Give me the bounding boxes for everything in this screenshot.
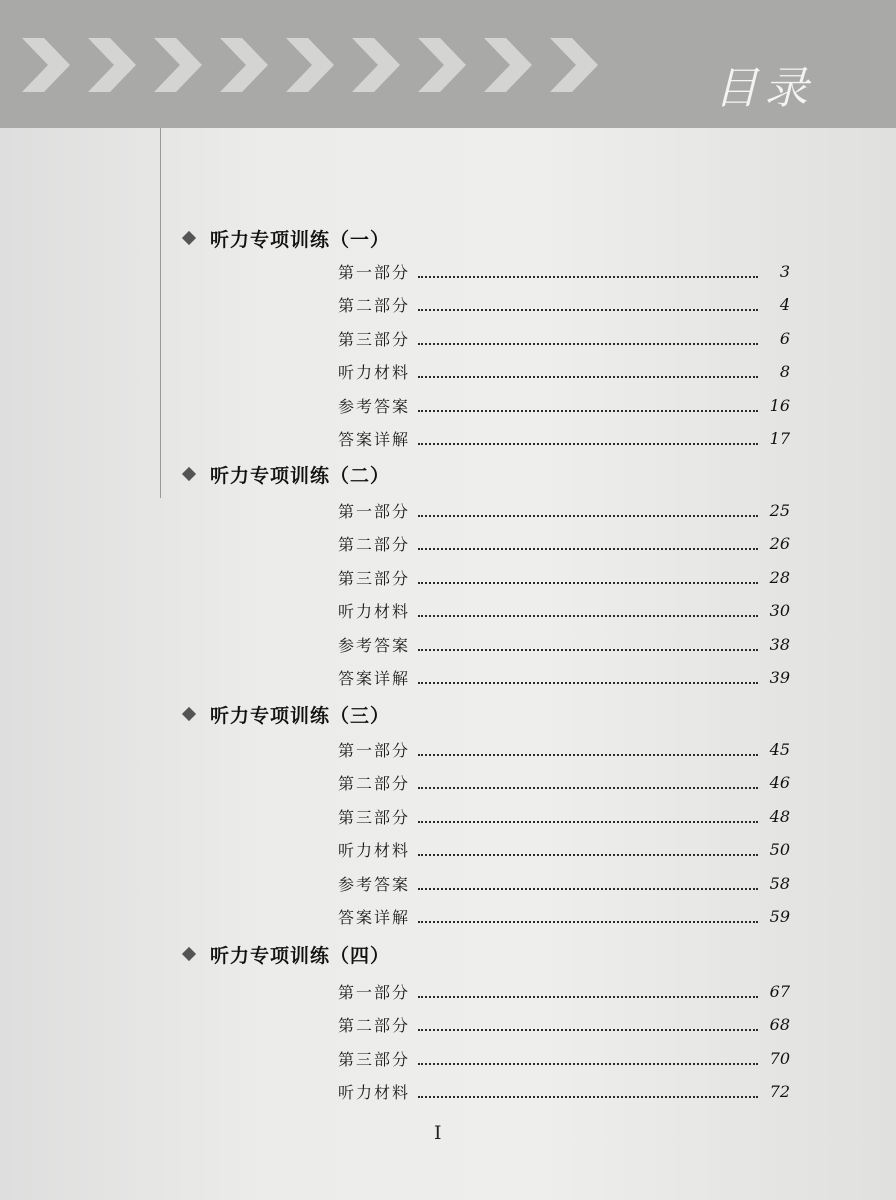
toc-entry-label: 答案详解 [338, 429, 411, 449]
dot-leader [418, 297, 758, 311]
diamond-icon [182, 707, 196, 721]
section-heading[interactable] [184, 700, 390, 728]
dot-leader [418, 364, 758, 378]
toc-entry[interactable] [338, 903, 790, 929]
toc-entry[interactable] [338, 1011, 790, 1037]
toc-entry-page: 26 [769, 533, 790, 553]
toc-entry-page: 58 [769, 873, 790, 893]
toc-entry-label: 第二部分 [338, 534, 411, 554]
toc-entry[interactable] [338, 736, 790, 762]
toc-entry-page: 30 [769, 600, 790, 620]
toc-entry-label: 听力材料 [338, 601, 411, 621]
toc-entry[interactable] [338, 1078, 790, 1104]
toc-entry-label: 第一部分 [338, 982, 411, 1002]
toc-entry-page: 45 [769, 739, 790, 759]
toc-entry-label: 第一部分 [338, 501, 411, 521]
dot-leader [418, 603, 758, 617]
toc-entry[interactable] [338, 597, 790, 623]
diamond-icon [182, 231, 196, 245]
toc-entry-page: 3 [779, 261, 790, 281]
page-title: 目录 [714, 63, 814, 114]
toc-entry[interactable] [338, 425, 790, 451]
toc-entry-page: 46 [769, 772, 790, 792]
toc-entry[interactable] [338, 1045, 790, 1071]
toc-entry-label: 第三部分 [338, 568, 411, 588]
toc-entry-page: 38 [769, 634, 790, 654]
dot-leader [418, 503, 758, 517]
dot-leader [418, 1017, 758, 1031]
toc-entry-label: 答案详解 [338, 907, 411, 927]
diamond-icon [182, 947, 196, 961]
dot-leader [418, 809, 758, 823]
toc-entry-page: 67 [769, 981, 790, 1001]
toc-entry-label: 听力材料 [338, 362, 411, 382]
toc-entry[interactable] [338, 631, 790, 657]
toc-entry[interactable] [338, 769, 790, 795]
section-heading[interactable] [184, 224, 390, 252]
toc-entry-label: 第三部分 [338, 1049, 411, 1069]
section-title: 听力专项训练（三） [210, 704, 391, 727]
toc-entry[interactable] [338, 392, 790, 418]
toc-entry[interactable] [338, 291, 790, 317]
dot-leader [418, 984, 758, 998]
toc-entry-label: 第一部分 [338, 262, 411, 282]
toc-entry[interactable] [338, 836, 790, 862]
toc-entry[interactable] [338, 564, 790, 590]
toc-entry[interactable] [338, 325, 790, 351]
dot-leader [418, 775, 758, 789]
toc-entry-label: 参考答案 [338, 396, 411, 416]
section-heading[interactable] [184, 460, 390, 488]
toc-entry-label: 听力材料 [338, 1082, 411, 1102]
dot-leader [418, 842, 758, 856]
dot-leader [418, 670, 758, 684]
dot-leader [418, 398, 758, 412]
dot-leader [418, 536, 758, 550]
toc-entry-page: 4 [779, 294, 790, 314]
toc-entry-page: 28 [769, 567, 790, 587]
toc-entry-page: 8 [779, 361, 790, 381]
toc-entry-page: 59 [769, 906, 790, 926]
toc-entry[interactable] [338, 497, 790, 523]
toc-entry-page: 68 [769, 1014, 790, 1034]
toc-entry-label: 第三部分 [338, 329, 411, 349]
dot-leader [418, 264, 758, 278]
toc-entry-page: 48 [769, 806, 790, 826]
toc-entry-label: 第二部分 [338, 295, 411, 315]
page-number: I [434, 1122, 442, 1144]
toc-entry-label: 答案详解 [338, 668, 411, 688]
toc-entry-page: 17 [769, 428, 790, 448]
section-title: 听力专项训练（一） [210, 228, 391, 251]
dot-leader [418, 909, 758, 923]
toc-entry-page: 39 [769, 667, 790, 687]
dot-leader [418, 1084, 758, 1098]
toc-entry[interactable] [338, 803, 790, 829]
section-title: 听力专项训练（四） [210, 944, 391, 967]
toc-entry-page: 16 [769, 395, 790, 415]
section-heading[interactable] [184, 940, 390, 968]
toc-entry-label: 参考答案 [338, 635, 411, 655]
toc-entry[interactable] [338, 664, 790, 690]
toc-entry[interactable] [338, 258, 790, 284]
dot-leader [418, 1051, 758, 1065]
dot-leader [418, 637, 758, 651]
toc-entry-page: 25 [769, 500, 790, 520]
toc-entry-page: 72 [769, 1081, 790, 1101]
toc-entry-label: 第二部分 [338, 773, 411, 793]
toc-entry-page: 50 [769, 839, 790, 859]
toc-entry[interactable] [338, 358, 790, 384]
toc-entry[interactable] [338, 978, 790, 1004]
dot-leader [418, 876, 758, 890]
toc-entry-label: 参考答案 [338, 874, 411, 894]
diamond-icon [182, 467, 196, 481]
dot-leader [418, 742, 758, 756]
toc-entry-page: 70 [769, 1048, 790, 1068]
toc-entry-label: 听力材料 [338, 840, 411, 860]
toc-entry-label: 第二部分 [338, 1015, 411, 1035]
section-title: 听力专项训练（二） [210, 464, 391, 487]
toc-entry-label: 第一部分 [338, 740, 411, 760]
dot-leader [418, 431, 758, 445]
dot-leader [418, 570, 758, 584]
toc-entry[interactable] [338, 530, 790, 556]
dot-leader [418, 331, 758, 345]
toc-entry-page: 6 [779, 328, 790, 348]
toc-entry[interactable] [338, 870, 790, 896]
toc-entry-label: 第三部分 [338, 807, 411, 827]
